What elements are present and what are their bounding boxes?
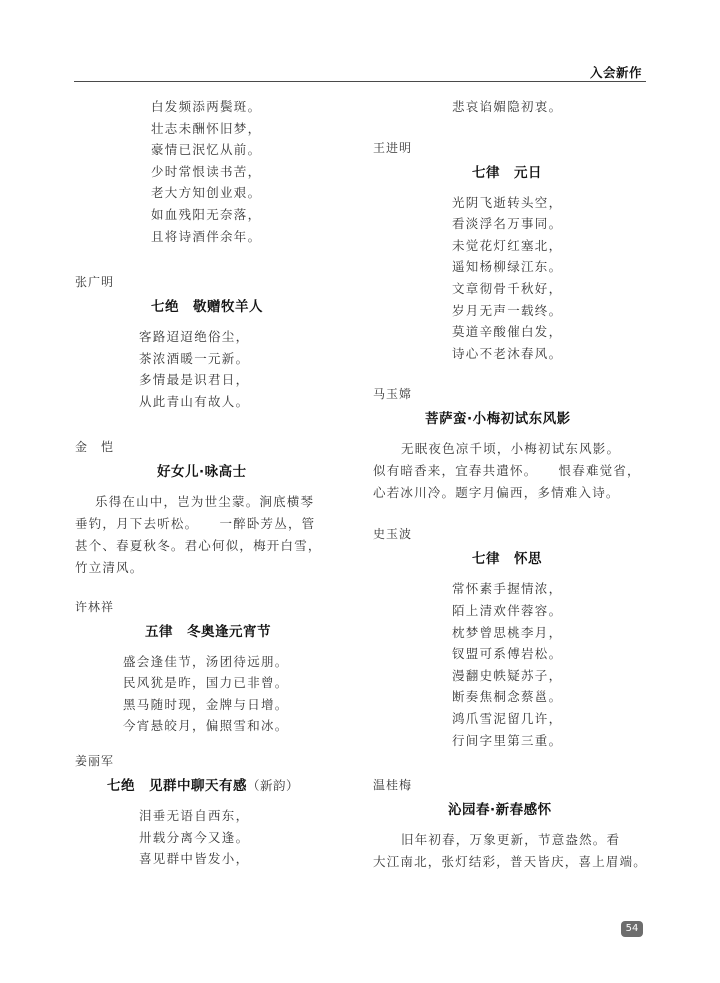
poem-line: 卅载分离今又逢。: [139, 829, 250, 845]
author-name: 马玉嫦: [373, 387, 413, 402]
poem-line: 未觉花灯红塞北，: [452, 237, 563, 253]
poem-title: [75, 775, 350, 797]
para-line: 甚个、春夏秋冬。君心何似，梅开白雪，: [75, 537, 322, 553]
poem-line: 民风犹是昨，国力已非曾。: [123, 675, 289, 691]
poem-title: 菩萨蛮·小梅初试东风影: [425, 411, 571, 428]
poem-line: 豪情已泯忆从前。: [151, 142, 262, 158]
poem-block: [373, 775, 648, 873]
poem-block: [75, 751, 350, 870]
poem-title-note: （新韵）: [247, 777, 300, 793]
left-column: [75, 96, 350, 870]
poem-line: 多情最是识君日，: [139, 372, 250, 388]
page-number-badge: 54: [621, 921, 643, 937]
poem-body: [75, 326, 350, 412]
poem-body: [75, 491, 350, 579]
para-line: 乐得在山中，岂为世尘蒙。涧底横琴: [95, 493, 315, 509]
poem-line: 悲哀谄媚隐初衷。: [452, 99, 563, 114]
para-line: 似有暗香来，宜春共遣怀。 恨春难觉省，: [373, 463, 641, 479]
poem-line: 白发频添两鬓斑。: [151, 99, 262, 114]
author-name: 温桂梅: [373, 778, 413, 793]
poem-line: 茶浓酒暖一元新。: [139, 350, 250, 366]
poem-block: [373, 524, 645, 751]
poem-block: [373, 138, 645, 365]
poem-title-text: 七绝 见群中聊天有感: [107, 777, 247, 794]
poem-line: 泪垂无语自西东，: [139, 807, 250, 823]
poem-body: [373, 578, 645, 751]
poem-title: 七律 怀思: [472, 551, 542, 568]
poem-block: [373, 384, 645, 504]
poem-line: 光阴飞逝转头空，: [452, 194, 563, 210]
continued-poem: [373, 96, 645, 118]
poem-line: 今宵悬皎月，偏照雪和冰。: [123, 718, 289, 734]
para-line: 心若冰川冷。题字月偏西，多情难入诗。: [373, 485, 620, 501]
continued-poem: [75, 96, 350, 247]
poem-line: 诗心不老沐春风。: [452, 345, 563, 361]
poem-line: 且将诗酒伴余年。: [151, 228, 262, 244]
poem-line: 遥知杨柳绿江东。: [452, 259, 563, 275]
poem-line: 从此青山有故人。: [139, 393, 250, 409]
poem-body: [75, 805, 350, 870]
author-name: 许林祥: [75, 599, 115, 614]
author-name: 姜丽军: [75, 753, 115, 768]
author-name: 金 恺: [75, 439, 115, 454]
author-name: 史玉波: [373, 527, 413, 542]
poem-line: 文章彻骨千秋好，: [452, 280, 563, 296]
poem-block: [75, 437, 350, 579]
poem-line: 断奏焦桐念蔡邕。: [452, 689, 563, 705]
section-title: 入会新作: [589, 65, 642, 80]
header-rule: [74, 81, 646, 82]
poem-body: [373, 829, 648, 873]
author-name: 王进明: [373, 140, 413, 155]
poem-line: 莫道辛酸催白发，: [452, 324, 563, 340]
poem-line: 常怀素手握情浓，: [452, 581, 563, 597]
para-line: 无眠夜色凉千顷，小梅初试东风影。: [401, 441, 621, 457]
poem-line: 少时常恨读书苦，: [151, 163, 262, 179]
poem-line: 黑马随时现，金牌与日增。: [123, 696, 289, 712]
poem-block: [75, 597, 350, 737]
para-line: 垂钓，月下去听松。 一醉卧芳丛，管: [75, 515, 316, 531]
author-name: 张广明: [75, 275, 115, 290]
poem-title: 五律 冬奥逢元宵节: [145, 623, 271, 640]
para-line: 竹立清风。: [75, 559, 144, 575]
poem-block: [75, 272, 350, 412]
right-column: [373, 96, 648, 873]
poem-title: 七律 元日: [472, 164, 542, 181]
poem-title: 七绝 敬赠牧羊人: [151, 299, 263, 316]
poem-line: 漫翻史帙疑苏子，: [452, 667, 563, 683]
poem-line: 盛会逢佳节，汤团待远朋。: [123, 653, 289, 669]
poem-line: 如血残阳无奈落，: [151, 206, 262, 222]
poem-body: [373, 438, 645, 504]
poem-line: 鸿爪雪泥留几许，: [452, 710, 563, 726]
poem-body: [373, 192, 645, 365]
para-line: 大江南北，张灯结彩，普天皆庆，喜上眉端。: [373, 854, 648, 870]
poem-line: 陌上清欢伴蓉容。: [452, 602, 563, 618]
poem-line: 钗盟可系傅岩松。: [452, 646, 563, 662]
poem-line: 壮志未酬怀旧梦，: [151, 120, 262, 136]
poem-title: 沁园春·新春感怀: [448, 802, 552, 819]
poem-body: [75, 651, 350, 737]
poem-title: 好女儿·咏高士: [157, 463, 247, 480]
poem-line: 枕梦曾思桃李月，: [452, 624, 563, 640]
poem-line: 客路迢迢绝俗尘，: [139, 329, 250, 345]
poem-line: 岁月无声一载终。: [452, 302, 563, 318]
para-line: 旧年初春，万象更新，节意盎然。看: [401, 832, 621, 848]
poem-line: 行间字里第三重。: [452, 732, 563, 748]
poem-line: 老大方知创业艰。: [151, 185, 262, 201]
poem-line: 看淡浮名万事同。: [452, 216, 563, 232]
poem-line: 喜见群中皆发小，: [139, 851, 250, 867]
